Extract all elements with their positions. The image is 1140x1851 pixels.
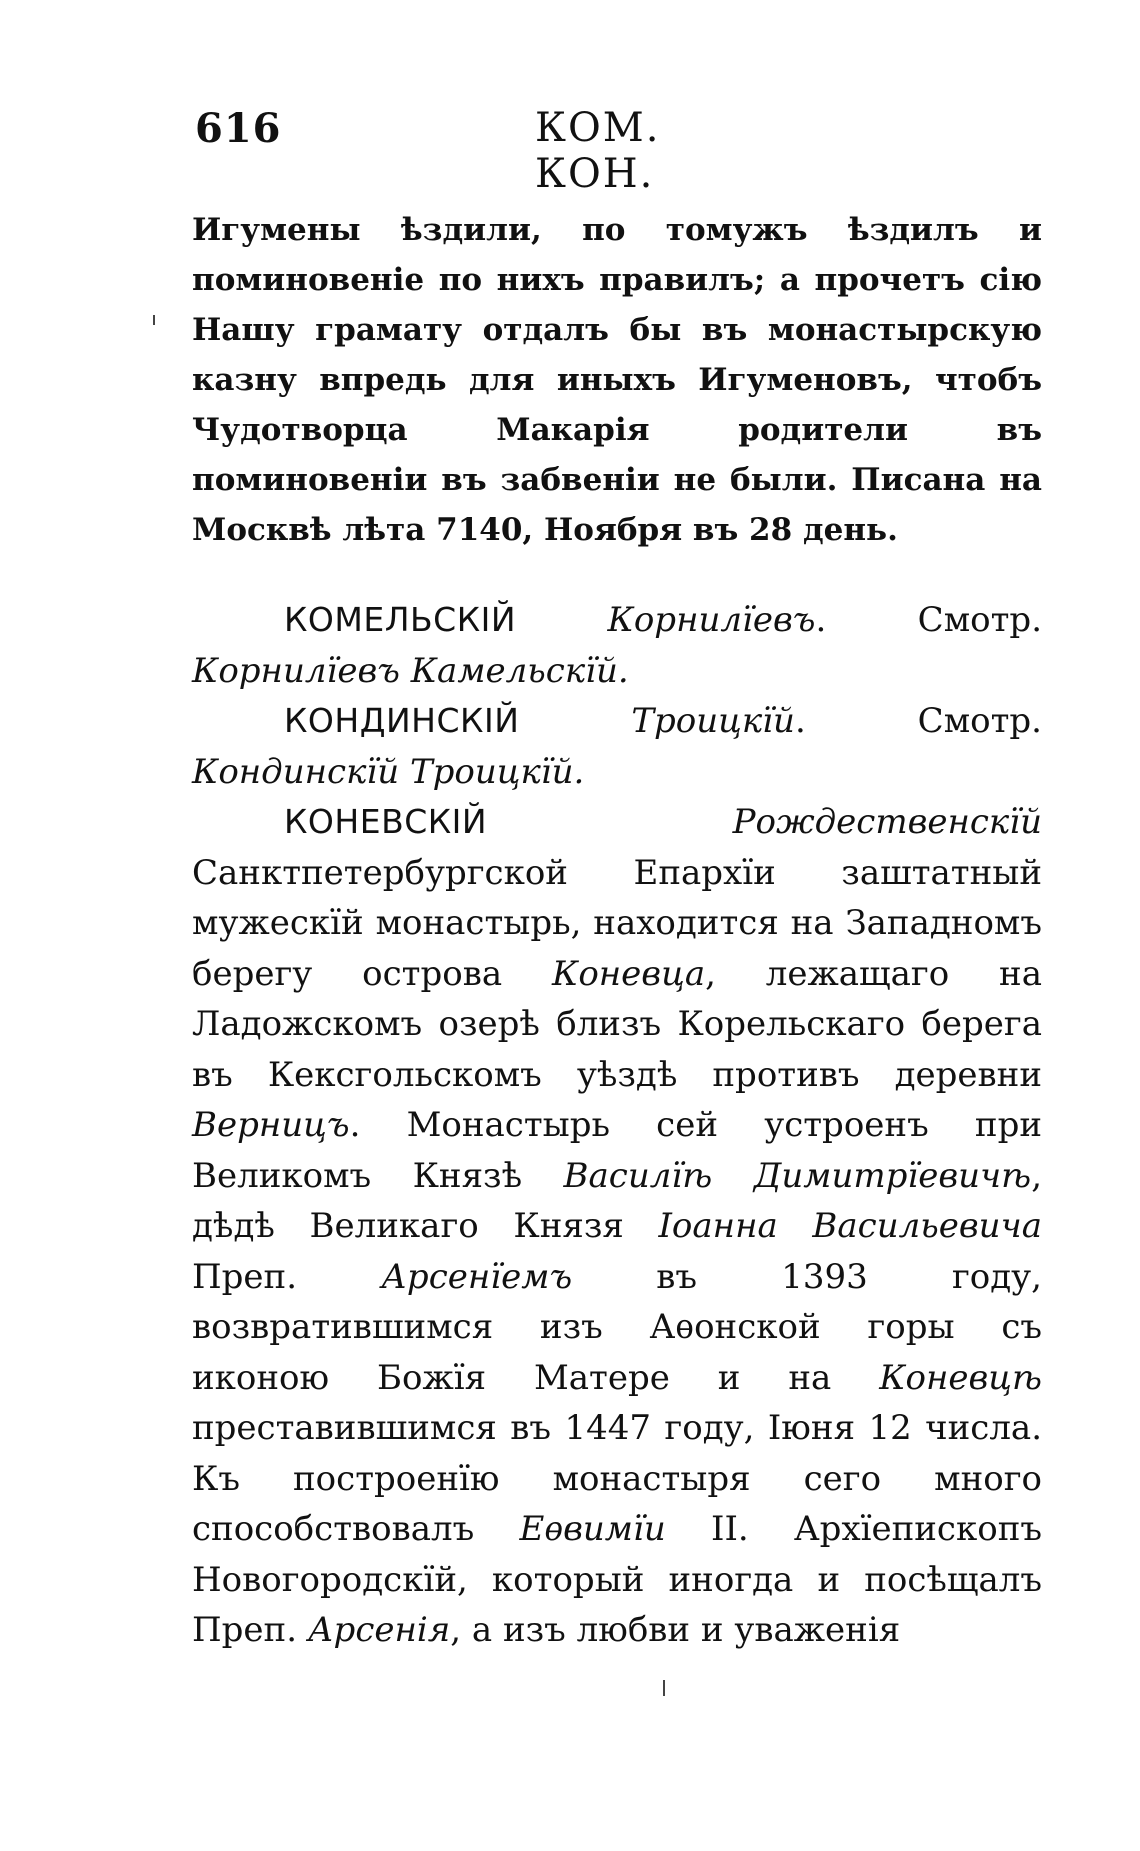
entry-cross-reference: Кондинскїй Троицкїй. [192,751,585,792]
place-name: Коневца [552,953,706,994]
entry-cross-reference: Корнилїевъ Камельскїй. [192,650,629,691]
continuation-paragraph: Игумены ѣздили, по томужъ ѣздилъ и поминовеніе по нихъ правилъ; а прочетъ сію Нашу грамату отдалъ бы въ монастырскую казну впредь для иныхъ Игуменовъ, чтобъ Чудотворца Макарія родители въ поминовеніи въ забвеніи не были. Писана на Москвѣ лѣта 7140, Ноября въ 28 день. [192,212,1042,548]
entry-text: II. Архїепископъ Новогородскїй, который иногда и посѣщалъ Преп. [192,1509,1042,1650]
entry-epithet: Рождественскїй [732,802,1042,842]
entry-text: Преп. [192,1256,382,1297]
entry-text: . Смотр. [794,701,1042,741]
entry-text: , а изъ любви и уваженія [450,1610,901,1650]
entry-komelsky [192,595,1042,696]
entry-konevsky [192,797,1042,1656]
entry-headword: КОНДИНСКІЙ [284,701,520,740]
person-name: Василїѣ Димитрїевичѣ [563,1155,1032,1196]
entry-text: , дѣдѣ Великаго Князя [192,1155,1042,1246]
entry-text: . Смотр. [815,600,1042,640]
entry-epithet: Корнилїевъ [607,600,816,640]
person-name: Арсенїемъ [381,1256,573,1297]
entries [192,595,1042,1656]
entry-headword: КОНЕВСКІЙ [284,802,488,841]
page-number: 616 [195,105,282,152]
place-name: Коневцѣ [879,1357,1042,1398]
entry-text: . Монастырь сей устроенъ при Великомъ Князѣ [192,1105,1042,1196]
place-name: Верницъ [192,1105,350,1145]
person-name: Іоанна Васильевича [658,1206,1042,1246]
person-name: Арсенія [307,1610,451,1650]
print-speck [663,1680,665,1696]
entry-text: въ 1393 году, возвратившимся изъ Аѳонской горы съ иконою Божїя Матере и на [192,1256,1042,1398]
running-head: КОМ. КОН. [535,105,661,197]
entry-epithet: Троицкїй [631,701,795,741]
entry-text: преставившимся въ 1447 году, Іюня 12 числа. Къ построенїю монастыря сего много способствовалъ [192,1408,1042,1549]
entry-kondinsky [192,696,1042,797]
page-header [195,105,785,197]
entry-text: , лежащаго на Ладожскомъ озерѣ близъ Корельскаго берега въ Кексгольскомъ уѣздѣ противъ деревни [192,953,1042,1095]
entry-text: Санктпетербургской Епархїи заштатный мужескїй монастырь, находится на Западномъ берегу острова [192,852,1042,994]
print-speck [153,315,155,325]
person-name: Еѳвимїи [519,1509,666,1549]
entry-headword: КОМЕЛЬСКІЙ [284,600,517,639]
